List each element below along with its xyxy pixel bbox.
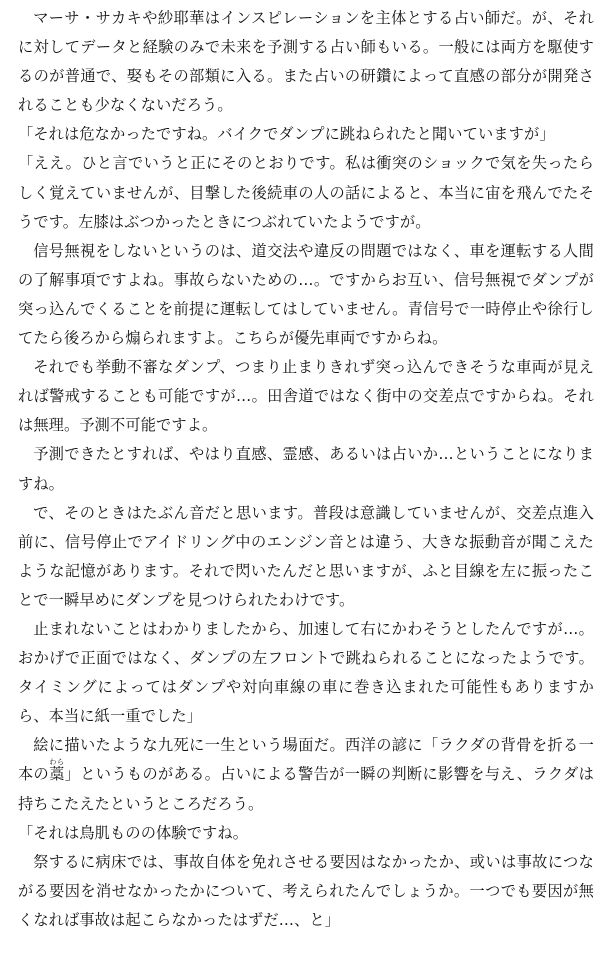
- paragraph-1: マーサ・サカキや紗耶華はインスピレーションを主体とする占い師だ。が、それに対してデータと経験のみで未来を予測する占い師もいる。一般には両方を駆使するのが普通で、娶もその部類に入る。また占いの研鑽によって直感の部分が開発されることも少なくないだろう。: [18, 9, 594, 115]
- paragraph-7: で、そのときはたぶん音だと思います。普段は意識していませんが、交差点進入前に、信号停止でアイドリング中のエンジン音とは違う、大きな振動音が聞こえたような記憶があります。それで閃いたんだと思いますが、ふと目線を左に振ったことで一瞬早めにダンプを見つけられたわけです。: [18, 503, 594, 609]
- paragraph-9: 絵に描いたような九死に一生という場面だ。西洋の諺に「ラクダの背骨を折る一本の藁わら」というものがある。占いによる警告が一瞬の判断に影響を与え、ラクダは持ちこたえたというところだろう。: [18, 736, 594, 813]
- furigana-reading: わら: [49, 758, 65, 767]
- paragraph-3-dialogue: 「ええ。ひと言でいうと正にそのとおりです。私は衝突のショックで気を失ったらしく覚えていませんが、目撃した後続車の人の話によると、本当に宙を飛んでたそうです。左膝はぶつかったときにつぶれていたようですが。: [18, 154, 594, 231]
- paragraph-10-dialogue: 「それは鳥肌ものの体験ですね。: [18, 823, 249, 842]
- furigana-ruby: 藁わら: [49, 758, 65, 784]
- paragraph-8: 止まれないことはわかりましたから、加速して右にかわそうとしたんですが…。おかげで正面ではなく、ダンプの左フロントで跳ねられることになったようです。タイミングによってはダンプや対向車線の車に巻き込まれた可能性もありますから、本当に紙一重でした」: [18, 619, 594, 726]
- paragraph-5: それでも挙動不審なダンプ、つまり止まりきれず突っ込んできそうな車両が見えれば警戒することも可能ですが…。田舎道ではなく街中の交差点ですからね。それは無理。予測不可能ですよ。: [18, 358, 594, 435]
- paragraph-6: 予測できたとすれば、やはり直感、霊感、あるいは占いか…ということになりますね。: [18, 445, 594, 493]
- document-body: [18, 4, 594, 935]
- paragraph-4: 信号無視をしないというのは、道交法や違反の問題ではなく、車を運転する人間の了解事項ですよね。事故らないための…。ですからお互い、信号無視でダンプが突っ込んでくることを前提に運転してはしていません。青信号で一時停止や徐行してたら後ろから煽られますよ。こちらが優先車両ですからね。: [18, 241, 594, 348]
- paragraph-11: 祭するに病床では、事故自体を免れさせる要因はなかったか、或いは事故につながる要因を消せなかったかについて、考えられたんでしょうか。一つでも要因が無くなれば事故は起こらなかったはずだ…、と」: [18, 852, 594, 929]
- paragraph-2-dialogue: 「それは危なかったですね。バイクでダンプに跳ねられたと聞いていますが」: [18, 125, 555, 144]
